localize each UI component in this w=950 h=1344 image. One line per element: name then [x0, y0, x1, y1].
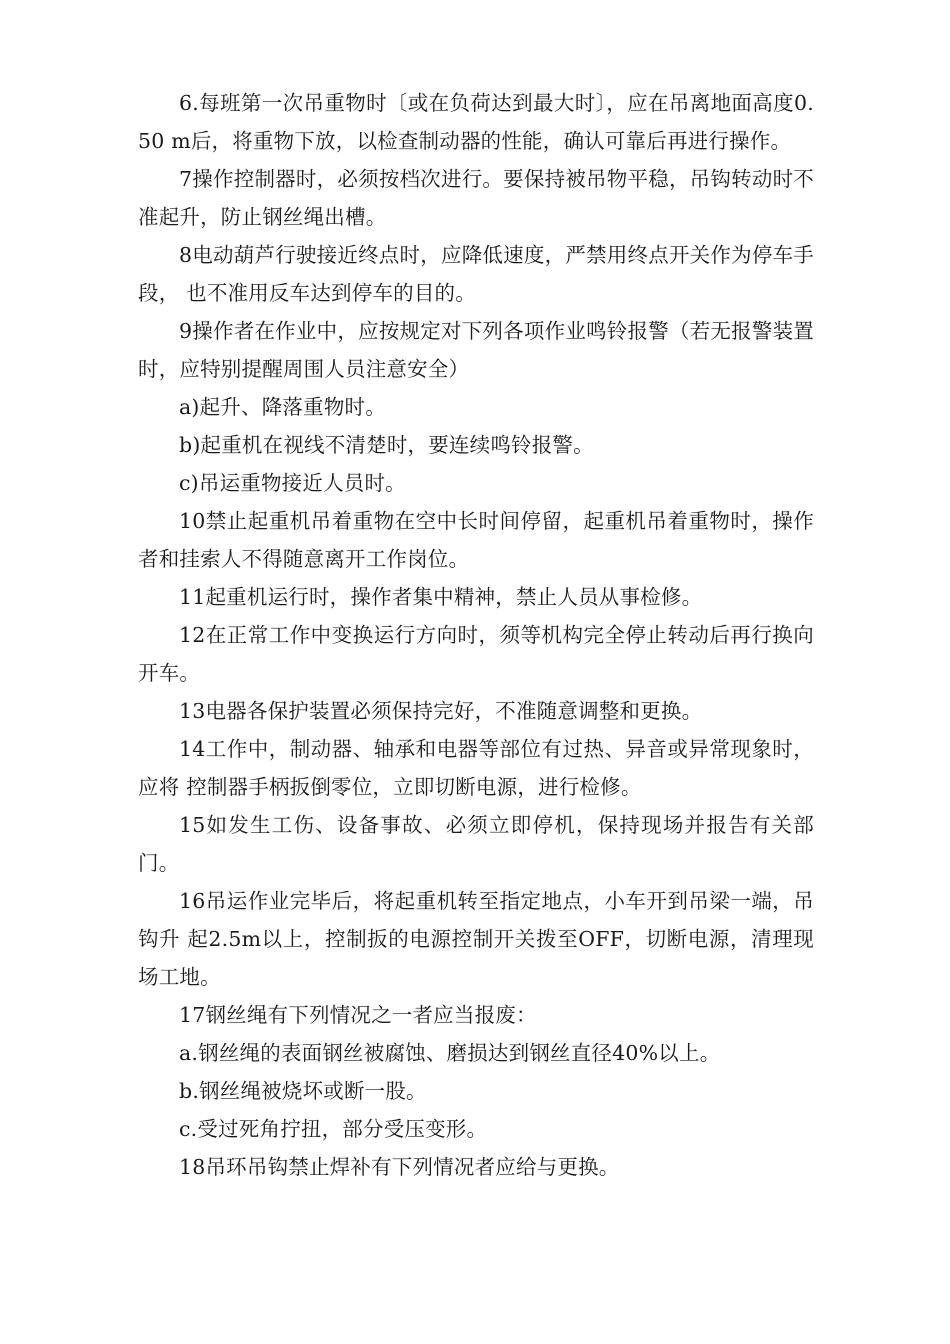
paragraph-9: 9操作者在作业中，应按规定对下列各项作业鸣铃报警（若无报警装置时，应特别提醒周围人员注意安全）: [138, 319, 814, 381]
paragraph-9a: a)起升、降落重物时。: [179, 395, 386, 419]
paragraph-11: 11起重机运行时，操作者集中精神，禁止人员从事检修。: [179, 585, 703, 609]
paragraph-12: 12在正常工作中变换运行方向时，须等机构完全停止转动后再行换向开车。: [138, 623, 814, 685]
paragraph-13: 13电器各保护装置必须保持完好，不准随意调整和更换。: [179, 699, 703, 723]
paragraph-17a: a.钢丝绳的表面钢丝被腐蚀、磨损达到钢丝直径40%以上。: [179, 1041, 721, 1065]
paragraph-6: 6.每班第一次吊重物时〔或在负荷达到最大时〕，应在吊离地面高度0.50 m后，将重物下放，以检查制动器的性能，确认可靠后再进行操作。: [138, 91, 814, 153]
document-body: [138, 84, 814, 1186]
paragraph-17c: c.受过死角拧扭，部分受压变形。: [179, 1117, 488, 1141]
paragraph-17b: b.钢丝绳被烧坏或断一股。: [179, 1079, 427, 1103]
paragraph-8: 8电动葫芦行驶接近终点时，应降低速度，严禁用终点开关作为停车手段， 也不准用反车达到停车的目的。: [138, 243, 814, 305]
paragraph-15: 15如发生工伤、设备事故、必须立即停机，保持现场并报告有关部门。: [138, 813, 814, 875]
paragraph-9b: b)起重机在视线不清楚时，要连续鸣铃报警。: [179, 433, 594, 457]
paragraph-18: 18吊环吊钩禁止焊补有下列情况者应给与更换。: [179, 1155, 620, 1179]
paragraph-14: 14工作中，制动器、轴承和电器等部位有过热、异音或异常现象时，应将 控制器手柄扳倒零位，立即切断电源，进行检修。: [138, 737, 814, 799]
paragraph-9c: c)吊运重物接近人员时。: [179, 471, 406, 495]
paragraph-17: 17钢丝绳有下列情况之一者应当报废：: [179, 1003, 537, 1027]
paragraph-7: 7操作控制器时，必须按档次进行。要保持被吊物平稳，吊钩转动时不准起升，防止钢丝绳出槽。: [138, 167, 814, 229]
paragraph-10: 10禁止起重机吊着重物在空中长时间停留，起重机吊着重物时，操作者和挂索人不得随意离开工作岗位。: [138, 509, 814, 571]
paragraph-16: 16吊运作业完毕后，将起重机转至指定地点，小车开到吊梁一端，吊钩升 起2.5m以上，控制扳的电源控制开关拨至OFF，切断电源，清理现场工地。: [138, 889, 814, 989]
